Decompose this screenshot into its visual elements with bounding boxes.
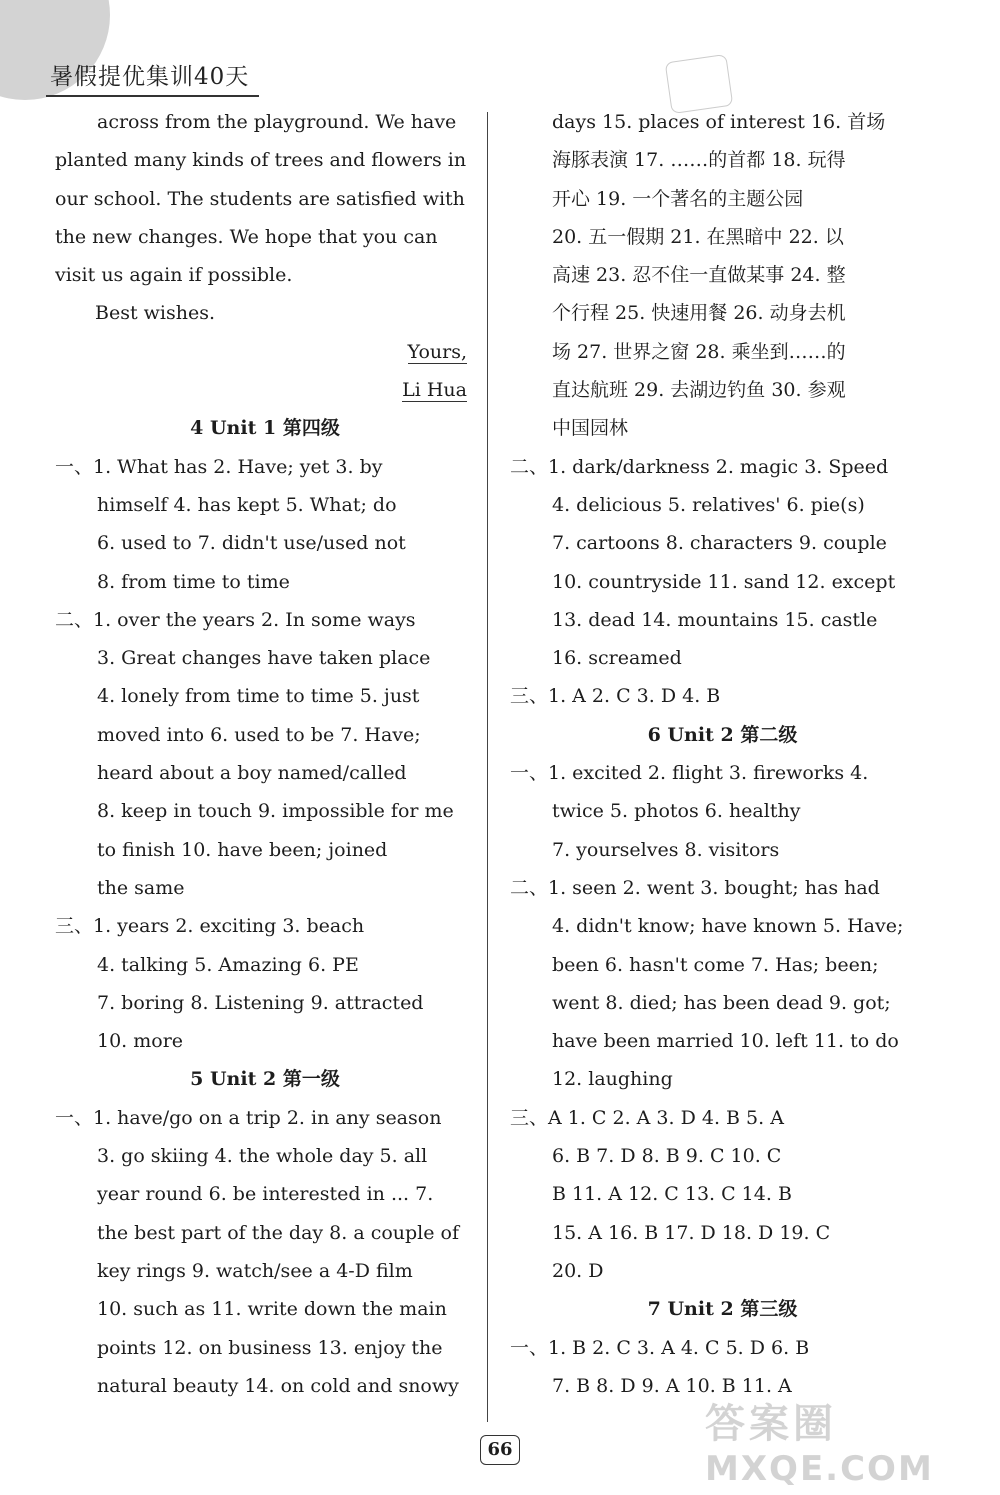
- answer-line: moved into 6. used to be 7. Have;: [97, 723, 421, 746]
- answer-line: 个行程 25. 快速用餐 26. 动身去机: [552, 302, 846, 325]
- answer-line: went 8. died; has been dead 9. got;: [552, 991, 891, 1014]
- book-title: 暑假提优集训40天: [50, 58, 249, 91]
- answer-line: 三、1. years 2. exciting 3. beach: [55, 915, 365, 938]
- answer-line: 4. talking 5. Amazing 6. PE: [97, 953, 359, 976]
- answer-line: 二、1. over the years 2. In some ways: [55, 608, 416, 631]
- section-heading: 7 Unit 2 第三级: [647, 1298, 798, 1321]
- answer-line: B 11. A 12. C 13. C 14. B: [552, 1183, 792, 1206]
- answer-line: across from the playground. We have: [97, 111, 457, 133]
- page-number-label: 66: [480, 1435, 519, 1465]
- answer-line: [55, 371, 475, 409]
- answer-line: 高速 23. 忍不住一直做某事 24. 整: [552, 264, 846, 287]
- answer-line: year round 6. be interested in ... 7.: [97, 1183, 434, 1206]
- answer-line: 7. yourselves 8. visitors: [552, 838, 780, 861]
- answer-line: days 15. places of interest 16. 首场: [552, 111, 886, 133]
- left-column: [55, 103, 475, 1405]
- answer-line: natural beauty 14. on cold and snowy: [97, 1374, 459, 1397]
- answer-line: himself 4. has kept 5. What; do: [97, 493, 397, 516]
- answer-line: key rings 9. watch/see a 4-D film: [97, 1259, 413, 1282]
- answer-line: 三、1. A 2. C 3. D 4. B: [510, 685, 721, 708]
- answer-line: 场 27. 世界之窗 28. 乘坐到……的: [552, 340, 846, 363]
- answer-line: our school. The students are satisfied with: [55, 187, 465, 210]
- answer-line: 8. keep in touch 9. impossible for me: [97, 800, 454, 823]
- answer-line: visit us again if possible.: [55, 264, 293, 287]
- answer-line: 4. delicious 5. relatives' 6. pie(s): [552, 493, 865, 516]
- answer-line: have been married 10. left 11. to do: [552, 1030, 899, 1053]
- answer-line: [55, 333, 475, 371]
- section-heading: 6 Unit 2 第二级: [647, 723, 798, 746]
- answer-line: 一、1. excited 2. flight 3. fireworks 4.: [510, 762, 869, 785]
- answer-line: planted many kinds of trees and flowers in: [55, 149, 467, 172]
- answer-line: 二、1. dark/darkness 2. magic 3. Speed: [510, 455, 889, 478]
- answer-line: 一、1. have/go on a trip 2. in any season: [55, 1106, 442, 1129]
- answer-line: 6. used to 7. didn't use/used not: [97, 532, 406, 555]
- answer-line: 3. go skiing 4. the whole day 5. all: [97, 1145, 428, 1168]
- answer-line: 4. lonely from time to time 5. just: [97, 685, 420, 708]
- answer-line: Best wishes.: [95, 302, 215, 325]
- answer-line: 7. B 8. D 9. A 10. B 11. A: [552, 1374, 792, 1397]
- answer-line: 一、1. B 2. C 3. A 4. C 5. D 6. B: [510, 1336, 810, 1359]
- answer-line: 7. cartoons 8. characters 9. couple: [552, 532, 887, 555]
- answer-line: 三、A 1. C 2. A 3. D 4. B 5. A: [510, 1106, 784, 1129]
- signature-text: Li Hua: [402, 379, 467, 402]
- watermark-line1: 答案圈: [705, 1401, 837, 1447]
- answer-line: 15. A 16. B 17. D 18. D 19. C: [552, 1221, 831, 1244]
- answer-line: 16. screamed: [552, 647, 682, 670]
- answer-line: 3. Great changes have taken place: [97, 647, 431, 670]
- watermark-line2: MXQE.COM: [705, 1449, 934, 1489]
- answer-line: 7. boring 8. Listening 9. attracted: [97, 991, 424, 1014]
- answer-line: the new changes. We hope that you can: [55, 225, 438, 248]
- answer-line: to finish 10. have been; joined: [97, 838, 388, 861]
- answer-line: 4. didn't know; have known 5. Have;: [552, 915, 904, 938]
- answer-line: 6. B 7. D 8. B 9. C 10. C: [552, 1145, 782, 1168]
- section-heading: 4 Unit 1 第四级: [190, 417, 340, 440]
- answer-line: 海豚表演 17. ……的首都 18. 玩得: [552, 149, 846, 172]
- answer-line: twice 5. photos 6. healthy: [552, 800, 801, 823]
- answer-line: the same: [97, 876, 185, 899]
- column-divider: [487, 112, 488, 1422]
- answer-line: 13. dead 14. mountains 15. castle: [552, 608, 878, 631]
- answer-line: 10. such as 11. write down the main: [97, 1298, 447, 1321]
- answer-line: the best part of the day 8. a couple of: [97, 1221, 460, 1244]
- answer-line: 一、1. What has 2. Have; yet 3. by: [55, 455, 383, 478]
- answer-line: heard about a boy named/called: [97, 762, 407, 785]
- signature-text: Yours,: [407, 340, 467, 363]
- answer-line: points 12. on business 13. enjoy the: [97, 1336, 443, 1359]
- answer-line: 直达航班 29. 去湖边钓鱼 30. 参观: [552, 379, 846, 402]
- answer-line: 二、1. seen 2. went 3. bought; has had: [510, 876, 880, 899]
- answer-line: been 6. hasn't come 7. Has; been;: [552, 953, 879, 976]
- watermark-logo: [705, 1392, 985, 1489]
- page-number: [470, 1435, 530, 1463]
- answer-line: 8. from time to time: [97, 570, 290, 593]
- answer-line: 20. D: [552, 1259, 604, 1282]
- answer-line: 10. countryside 11. sand 12. except: [552, 570, 896, 593]
- answer-line: 10. more: [97, 1030, 184, 1053]
- right-column: [510, 103, 935, 1405]
- answer-line: 开心 19. 一个著名的主题公园: [552, 187, 804, 210]
- answer-line: 中国园林: [552, 417, 629, 440]
- section-heading: 5 Unit 2 第一级: [190, 1068, 340, 1091]
- answer-line: 20. 五一假期 21. 在黑暗中 22. 以: [552, 225, 844, 248]
- answer-line: 12. laughing: [552, 1068, 673, 1091]
